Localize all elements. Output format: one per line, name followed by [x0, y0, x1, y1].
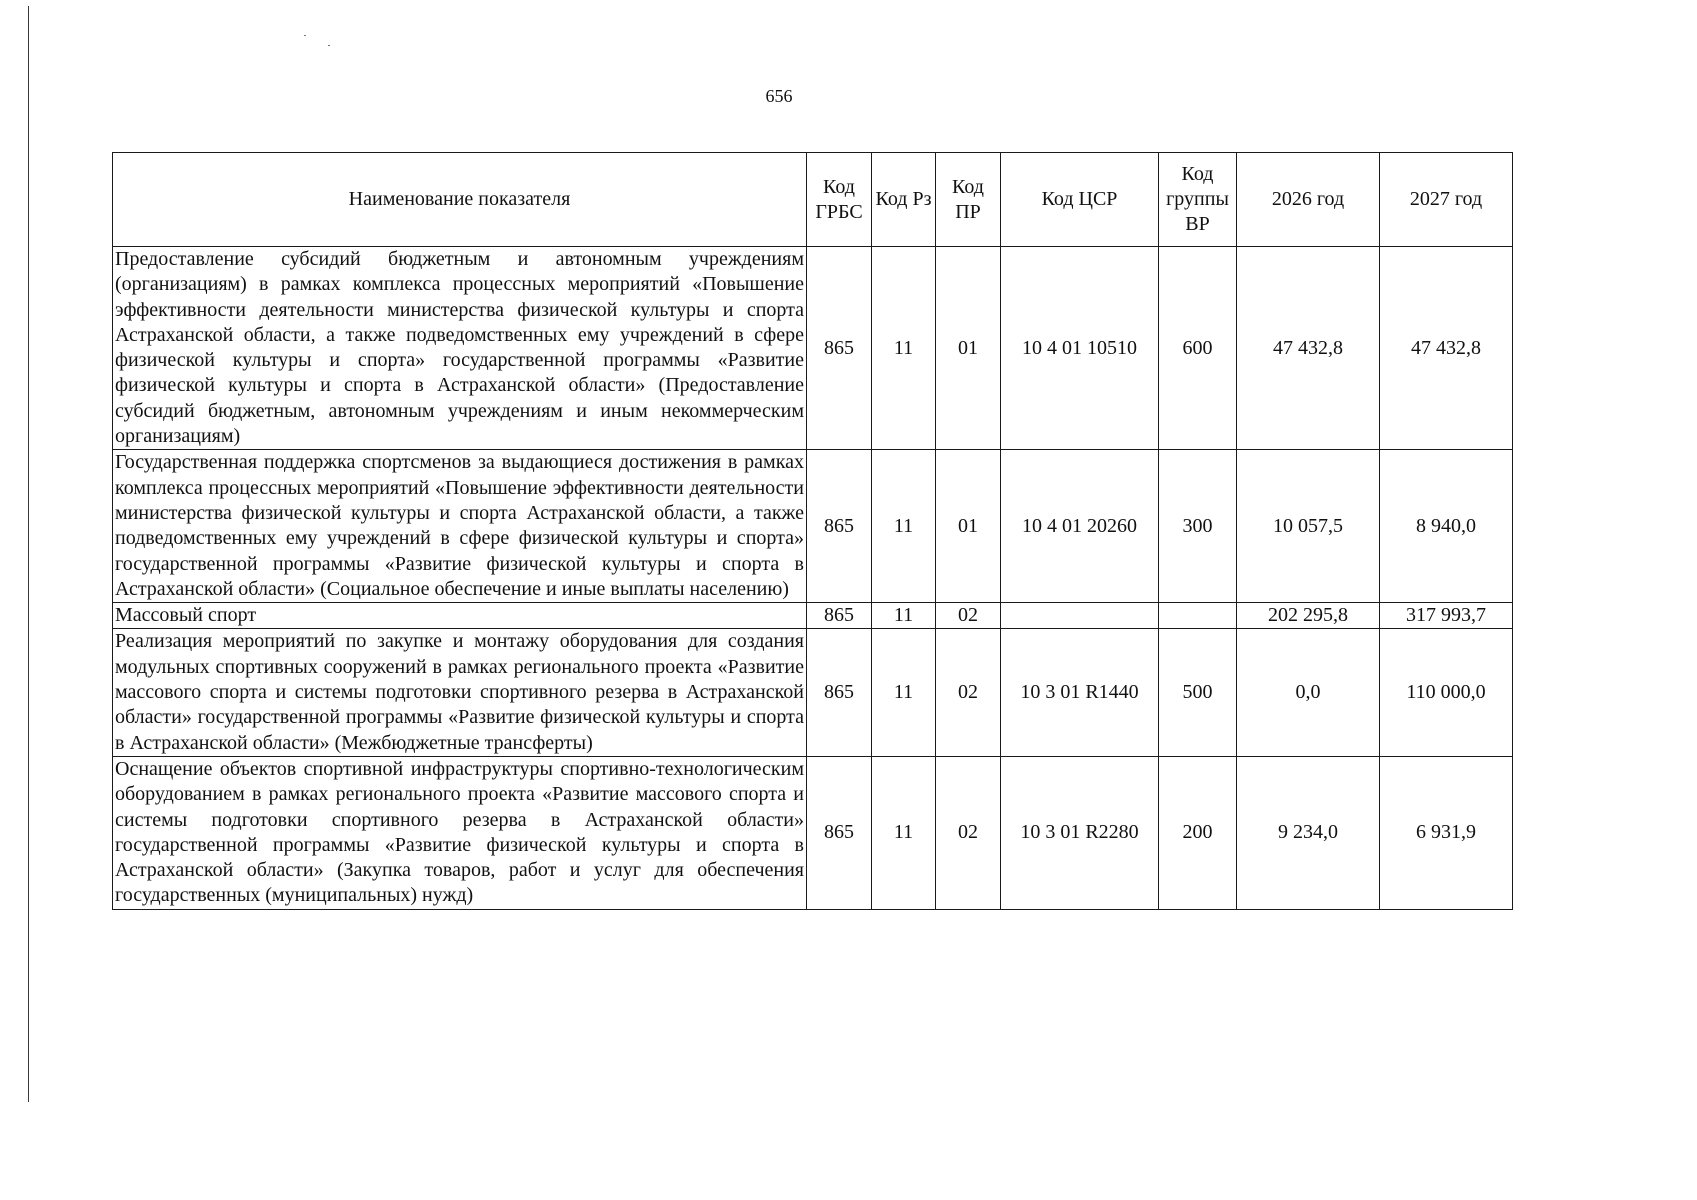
cell-2026: 10 057,5 — [1237, 450, 1380, 603]
cell-name: Реализация мероприятий по закупке и монтажу оборудования для создания модульных спортивных сооружений в рамках регионального проекта «Развитие массового спорта и системы подготовки спортивного резерва в Астраханской области» государственной программы «Развитие физической культуры и спорта в Астраханской области» (Межбюджетные трансферты) — [113, 629, 807, 756]
cell-vr: 300 — [1159, 450, 1237, 603]
table-header-row — [113, 153, 1513, 247]
header-2027: 2027 год — [1380, 153, 1513, 247]
header-name: Наименование показателя — [113, 153, 807, 247]
cell-vr: 600 — [1159, 247, 1237, 450]
table-row — [113, 629, 1513, 756]
cell-grbs: 865 — [807, 247, 872, 450]
cell-vr: 500 — [1159, 629, 1237, 756]
scan-speck — [328, 45, 330, 46]
cell-pr: 01 — [936, 450, 1001, 603]
budget-table — [112, 152, 1513, 910]
cell-2026: 9 234,0 — [1237, 756, 1380, 909]
cell-vr: 200 — [1159, 756, 1237, 909]
header-csr: Код ЦСР — [1001, 153, 1159, 247]
cell-csr: 10 4 01 10510 — [1001, 247, 1159, 450]
scan-speck — [304, 35, 306, 36]
cell-pr: 01 — [936, 247, 1001, 450]
cell-2027: 8 940,0 — [1380, 450, 1513, 603]
page-number: 656 — [765, 86, 793, 106]
cell-2027: 110 000,0 — [1380, 629, 1513, 756]
cell-name: Предоставление субсидий бюджетным и автономным учреждениям (организациям) в рамках комплекса процессных мероприятий «Повышение эффективности деятельности министерства физической культуры и спорта Астраханской области, а также подведомственных ему учреждений в сфере физической культуры и спорта» государственной программы «Развитие физической культуры и спорта в Астраханской области» (Предоставление субсидий бюджетным, автономным учреждениям и иным некоммерческим организациям) — [113, 247, 807, 450]
cell-2027: 6 931,9 — [1380, 756, 1513, 909]
cell-grbs: 865 — [807, 629, 872, 756]
cell-rz: 11 — [872, 756, 936, 909]
cell-csr — [1001, 603, 1159, 629]
cell-pr: 02 — [936, 603, 1001, 629]
cell-grbs: 865 — [807, 450, 872, 603]
cell-csr: 10 4 01 20260 — [1001, 450, 1159, 603]
table-row — [113, 603, 1513, 629]
header-2026: 2026 год — [1237, 153, 1380, 247]
cell-name: Государственная поддержка спортсменов за выдающиеся достижения в рамках комплекса процессных мероприятий «Повышение эффективности деятельности министерства физической культуры и спорта Астраханской области, а также подведомственных ему учреждений в сфере физической культуры и спорта» государственной программы «Развитие физической культуры и спорта в Астраханской области» (Социальное обеспечение и иные выплаты населению) — [113, 450, 807, 603]
header-grbs: Код ГРБС — [807, 153, 872, 247]
cell-2027: 317 993,7 — [1380, 603, 1513, 629]
header-rz: Код Рз — [872, 153, 936, 247]
cell-name: Оснащение объектов спортивной инфраструктуры спортивно-технологическим оборудованием в рамках регионального проекта «Развитие массового спорта и системы подготовки спортивного резерва в Астраханской области» государственной программы «Развитие физической культуры и спорта в Астраханской области» (Закупка товаров, работ и услуг для обеспечения государственных (муниципальных) нужд) — [113, 756, 807, 909]
header-pr: Код ПР — [936, 153, 1001, 247]
cell-pr: 02 — [936, 629, 1001, 756]
cell-2026: 202 295,8 — [1237, 603, 1380, 629]
header-vr: Код группы ВР — [1159, 153, 1237, 247]
cell-pr: 02 — [936, 756, 1001, 909]
cell-rz: 11 — [872, 629, 936, 756]
cell-rz: 11 — [872, 247, 936, 450]
cell-csr: 10 3 01 R1440 — [1001, 629, 1159, 756]
table-row — [113, 247, 1513, 450]
cell-name: Массовый спорт — [113, 603, 807, 629]
cell-grbs: 865 — [807, 756, 872, 909]
cell-2027: 47 432,8 — [1380, 247, 1513, 450]
table-row — [113, 756, 1513, 909]
cell-vr — [1159, 603, 1237, 629]
cell-grbs: 865 — [807, 603, 872, 629]
cell-2026: 47 432,8 — [1237, 247, 1380, 450]
cell-rz: 11 — [872, 450, 936, 603]
table-row — [113, 450, 1513, 603]
cell-csr: 10 3 01 R2280 — [1001, 756, 1159, 909]
binding-margin-line — [28, 6, 29, 1102]
cell-rz: 11 — [872, 603, 936, 629]
cell-2026: 0,0 — [1237, 629, 1380, 756]
